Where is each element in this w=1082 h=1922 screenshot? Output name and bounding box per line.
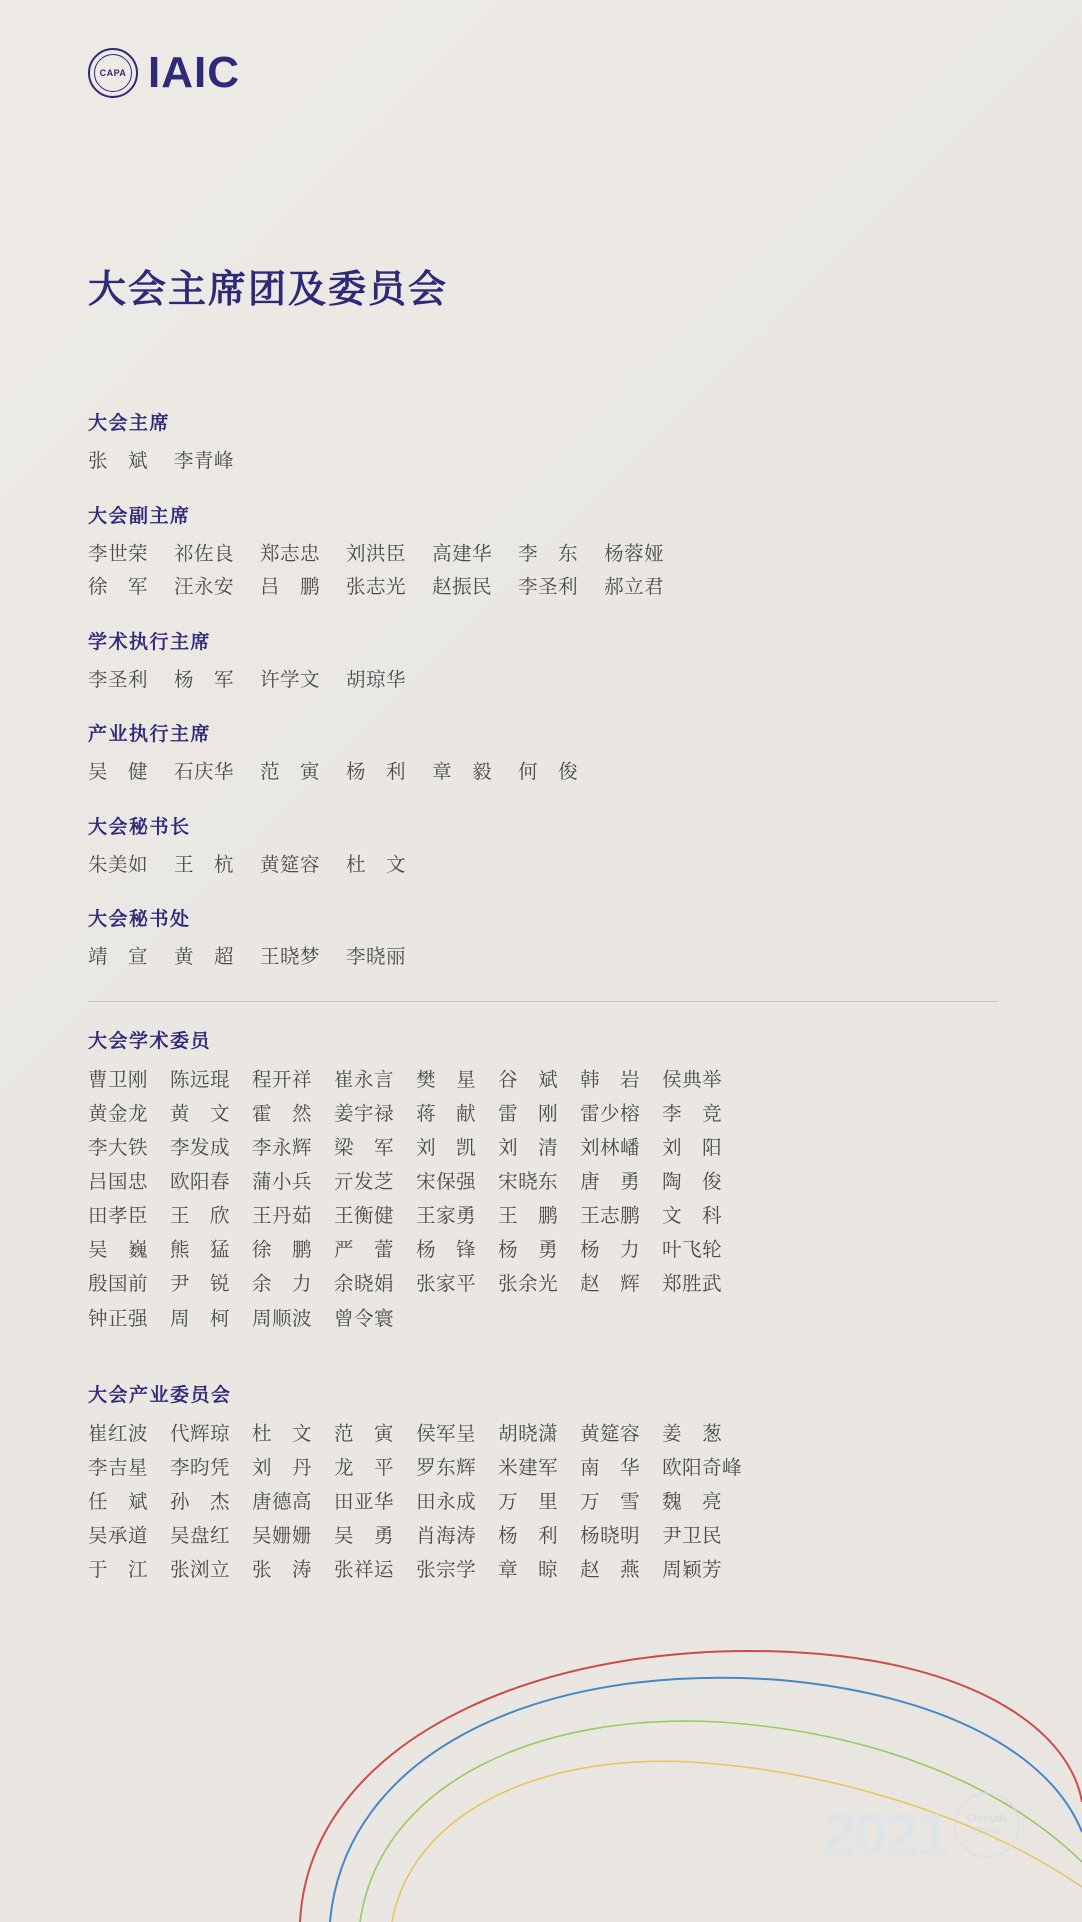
person-name: 张祥运: [334, 1559, 395, 1582]
person-name: 周 柯: [170, 1307, 231, 1330]
person-name: 陈远琨: [170, 1068, 231, 1091]
name-row: [88, 1131, 998, 1165]
person-name: 宋晓东: [498, 1171, 559, 1194]
person-name: 李圣利: [518, 576, 579, 599]
person-name: 唐德高: [252, 1490, 313, 1513]
person-name: 郝立君: [604, 576, 665, 599]
person-name: 蒋 献: [416, 1102, 477, 1125]
person-name: 李发成: [170, 1136, 231, 1159]
person-name: 姜 葱: [662, 1422, 723, 1445]
person-name: 宋保强: [416, 1171, 477, 1194]
person-name: 侯军呈: [416, 1422, 477, 1445]
person-name: 龙 平: [334, 1456, 395, 1479]
name-row: [88, 1553, 998, 1587]
person-name: 章 毅: [432, 761, 493, 784]
person-name: 李晓丽: [346, 946, 407, 969]
person-name: 朱美如: [88, 853, 149, 876]
person-name: 侯典举: [662, 1068, 723, 1091]
section-secretariat: [88, 904, 998, 975]
person-name: 汪永安: [174, 576, 235, 599]
person-name: 刘洪臣: [346, 542, 407, 565]
person-name: 郑胜武: [662, 1273, 723, 1296]
person-name: 崔红波: [88, 1422, 149, 1445]
person-name: 吴盘红: [170, 1525, 231, 1548]
person-name: 杜 文: [252, 1422, 313, 1445]
person-name: 陶 俊: [662, 1171, 723, 1194]
section-title: 大会副主席: [88, 505, 191, 527]
person-name: 李世荣: [88, 542, 149, 565]
person-name: 范 寅: [260, 761, 321, 784]
person-name: 吴 健: [88, 761, 149, 784]
person-name: 崔永言: [334, 1068, 395, 1091]
person-name: 范 寅: [334, 1422, 395, 1445]
person-name: 周颖芳: [662, 1559, 723, 1582]
person-name: 王 杭: [174, 853, 235, 876]
person-name: 欧阳奇峰: [662, 1456, 743, 1479]
person-name: 霍 然: [252, 1102, 313, 1125]
person-name: 高建华: [432, 542, 493, 565]
person-name: 黄 超: [174, 946, 235, 969]
name-row: [88, 1519, 998, 1553]
name-row: [88, 538, 998, 572]
person-name: 吕国忠: [88, 1171, 149, 1194]
person-name: 杨 利: [346, 761, 407, 784]
person-name: 曹卫刚: [88, 1068, 149, 1091]
person-name: 樊 星: [416, 1068, 477, 1091]
person-name: 唐 勇: [580, 1171, 641, 1194]
person-name: 徐 军: [88, 576, 149, 599]
person-name: 梁 军: [334, 1136, 395, 1159]
name-row: [88, 756, 998, 790]
person-name: 刘 丹: [252, 1456, 313, 1479]
person-name: 李 竞: [662, 1102, 723, 1125]
person-name: 王家勇: [416, 1205, 477, 1228]
person-name: 米建军: [498, 1456, 559, 1479]
person-name: 郑志忠: [260, 542, 321, 565]
watermark-city-line1: Chengdu: [966, 1813, 1008, 1824]
person-name: 李昀凭: [170, 1456, 231, 1479]
name-row: [88, 1417, 998, 1451]
person-name: 张宗学: [416, 1559, 477, 1582]
person-name: 余 力: [252, 1273, 313, 1296]
section-title: 大会秘书处: [88, 909, 191, 931]
person-name: 任 斌: [88, 1490, 149, 1513]
person-name: 田孝臣: [88, 1205, 149, 1228]
person-name: 万 里: [498, 1490, 559, 1513]
person-name: 代辉琼: [170, 1422, 231, 1445]
person-name: 祁佐良: [174, 542, 235, 565]
person-name: 李永辉: [252, 1136, 313, 1159]
person-name: 杨晓明: [580, 1525, 641, 1548]
watermark-city-badge: [954, 1792, 1020, 1858]
person-name: 王 鹏: [498, 1205, 559, 1228]
person-name: 张 涛: [252, 1559, 313, 1582]
person-name: 杨 军: [174, 668, 235, 691]
person-name: 胡晓潇: [498, 1422, 559, 1445]
name-row: [88, 849, 998, 883]
person-name: 李青峰: [174, 450, 235, 472]
person-name: 尹卫民: [662, 1525, 723, 1548]
person-name: 姜宇禄: [334, 1102, 395, 1125]
section-secretary-general: [88, 812, 998, 883]
name-row: [88, 1267, 998, 1301]
section-title: 大会学术委员: [88, 1030, 212, 1052]
person-name: 杨蓉娅: [604, 542, 665, 565]
person-name: 田亚华: [334, 1490, 395, 1513]
person-name: 王 欣: [170, 1205, 231, 1228]
page-title: 大会主席团及委员会: [88, 269, 449, 311]
person-name: 许学文: [260, 668, 321, 691]
person-name: 石庆华: [174, 761, 235, 784]
person-name: 刘林嶓: [580, 1136, 641, 1159]
person-name: 吴承道: [88, 1525, 149, 1548]
person-name: 吴 勇: [334, 1525, 395, 1548]
person-name: 曾令寰: [334, 1307, 395, 1330]
section-industry-exec-chair: [88, 719, 998, 790]
person-name: 张余光: [498, 1273, 559, 1296]
person-name: 李 东: [518, 542, 579, 565]
section-title: 大会秘书长: [88, 816, 191, 838]
person-name: 万 雪: [580, 1490, 641, 1513]
person-name: 何 俊: [518, 761, 579, 784]
person-name: 吴 巍: [88, 1239, 149, 1262]
person-name: 南 华: [580, 1456, 641, 1479]
section-title: 产业执行主席: [88, 724, 212, 746]
name-row: [88, 1097, 998, 1131]
person-name: 张 斌: [88, 450, 149, 472]
person-name: 杨 勇: [498, 1239, 559, 1262]
section-academic-exec-chair: [88, 627, 998, 698]
section-chair: [88, 408, 998, 479]
person-name: 黄筵容: [580, 1422, 641, 1445]
person-name: 李圣利: [88, 668, 149, 691]
name-row: [88, 445, 998, 479]
name-row: [88, 1165, 998, 1199]
person-name: 杨 力: [580, 1239, 641, 1262]
person-name: 赵 燕: [580, 1559, 641, 1582]
person-name: 杜 文: [346, 853, 407, 876]
capa-seal-label: CAPA: [99, 68, 127, 78]
person-name: 吕 鹏: [260, 576, 321, 599]
person-name: 王丹茹: [252, 1205, 313, 1228]
person-name: 黄金龙: [88, 1102, 149, 1125]
section-title: 大会产业委员会: [88, 1384, 232, 1406]
person-name: 章 晾: [498, 1559, 559, 1582]
name-row: [88, 571, 998, 605]
watermark-city-line2: China: [973, 1826, 1001, 1837]
person-name: 胡琼华: [346, 668, 407, 691]
person-name: 肖海涛: [416, 1525, 477, 1548]
person-name: 韩 岩: [580, 1068, 641, 1091]
name-row: [88, 1451, 998, 1485]
person-name: 殷国前: [88, 1273, 149, 1296]
person-name: 亓发芝: [334, 1171, 395, 1194]
person-name: 张家平: [416, 1273, 477, 1296]
section-industry-committee: [88, 1380, 998, 1588]
person-name: 叶飞轮: [662, 1239, 723, 1262]
content-body: [88, 408, 998, 1609]
person-name: 李大铁: [88, 1136, 149, 1159]
person-name: 刘 凯: [416, 1136, 477, 1159]
section-academic-committee: [88, 1026, 998, 1336]
person-name: 黄 文: [170, 1102, 231, 1125]
name-row: [88, 664, 998, 698]
person-name: 刘 阳: [662, 1136, 723, 1159]
name-row: [88, 941, 998, 975]
person-name: 谷 斌: [498, 1068, 559, 1091]
brand-logo: [88, 48, 240, 98]
person-name: 王晓梦: [260, 946, 321, 969]
name-row: [88, 1063, 998, 1097]
person-name: 余晓娟: [334, 1273, 395, 1296]
watermark-year: 2021: [822, 1801, 948, 1868]
person-name: 钟正强: [88, 1307, 149, 1330]
person-name: 杨 锋: [416, 1239, 477, 1262]
person-name: 严 蕾: [334, 1239, 395, 1262]
name-row: [88, 1485, 998, 1519]
person-name: 雷 刚: [498, 1102, 559, 1125]
person-name: 尹 锐: [170, 1273, 231, 1296]
person-name: 靖 宣: [88, 946, 149, 969]
person-name: 赵 辉: [580, 1273, 641, 1296]
section-title: 学术执行主席: [88, 631, 212, 653]
person-name: 王志鹏: [580, 1205, 641, 1228]
person-name: 魏 亮: [662, 1490, 723, 1513]
person-name: 黄筵容: [260, 853, 321, 876]
name-row: [88, 1302, 998, 1336]
person-name: 欧阳春: [170, 1171, 231, 1194]
person-name: 程开祥: [252, 1068, 313, 1091]
person-name: 杨 利: [498, 1525, 559, 1548]
person-name: 雷少榕: [580, 1102, 641, 1125]
name-row: [88, 1233, 998, 1267]
person-name: 蒲小兵: [252, 1171, 313, 1194]
event-watermark: [822, 1792, 1020, 1868]
iaic-logo-text: IAIC: [148, 48, 240, 97]
section-title: 大会主席: [88, 413, 171, 434]
person-name: 田永成: [416, 1490, 477, 1513]
person-name: 张浏立: [170, 1559, 231, 1582]
person-name: 赵振民: [432, 576, 493, 599]
capa-seal-icon: [88, 48, 138, 98]
person-name: 熊 猛: [170, 1239, 231, 1262]
section-divider: [88, 1001, 998, 1002]
person-name: 李吉星: [88, 1456, 149, 1479]
name-row: [88, 1199, 998, 1233]
person-name: 孙 杰: [170, 1490, 231, 1513]
person-name: 徐 鹏: [252, 1239, 313, 1262]
person-name: 于 江: [88, 1559, 149, 1582]
section-vice-chair: [88, 501, 998, 605]
person-name: 刘 清: [498, 1136, 559, 1159]
person-name: 王衡健: [334, 1205, 395, 1228]
person-name: 罗东辉: [416, 1456, 477, 1479]
person-name: 周顺波: [252, 1307, 313, 1330]
person-name: 吴姗姗: [252, 1525, 313, 1548]
person-name: 张志光: [346, 576, 407, 599]
person-name: 文 科: [662, 1205, 723, 1228]
